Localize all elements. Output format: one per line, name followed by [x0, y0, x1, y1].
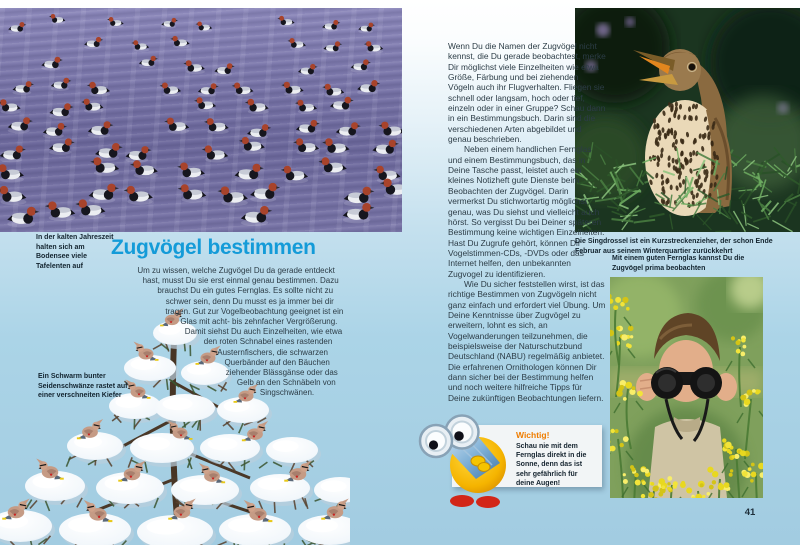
boy-binoculars-photo — [610, 277, 763, 498]
duck-flock-illustration — [0, 8, 402, 232]
right-text-column — [448, 41, 606, 403]
mascot-foot — [476, 496, 500, 508]
duck-photo-caption: In der kalten Jahreszeit halten sich am Bodensee viele Tafelenten auf — [36, 234, 114, 270]
mascot-lens-left — [420, 425, 452, 457]
paragraph-2: Neben einem handlichen Fernglas und einem Bestimmungsbuch, das in Deine Tasche passt, leistet auch ein kleines Notizheft gute Dienste beim Beobachten der Zugvögel. Darin vermerkst Du stichwortartig möglichst genau, was Du siehst und vielleicht auch hörst. So vergisst Du bei Deiner späteren Bestimmung keine wichtigen Einzelheiten. Hast Du Zugrufe gehört, können Dir Vogelstimmen-CDs, -DVDs oder das Internet helfen, den unbekannten Zugvogel zu identifizieren. — [448, 144, 605, 279]
thrush-photo-caption: Die Singdrossel ist ein Kurzstreckenzieher, der schon Ende Februar aus seinem Winterquartier zurückkehrt — [575, 238, 773, 255]
important-note-title: Wichtig! — [516, 430, 550, 440]
pochard-ducks-photo — [0, 8, 402, 232]
paragraph-3: Wie Du sicher feststellen wirst, ist das richtige Bestimmen von Zugvögeln nicht ganz einfach und erfordert viel Übung. Um Deine Kenntnisse über Zugvögel zu erweitern, lohnt es sich, an Vogelwanderungen teilzunehmen, die beispielsweise der Naturschutzbund Deutschland (NABU) regelmäßig anbietet. Die erfahrenen Ornithologen können Dir dann sicher bei der Bestimmung helfen und noch weitere hilfreiche Tipps für Deine zukünftigen Beobachtungen liefern. — [448, 278, 606, 403]
intro-paragraph-block — [112, 266, 344, 399]
boy-binoculars-illustration — [610, 277, 763, 498]
tree-photo-caption: Ein Schwarm bunter Seidenschwänze rastet auf einer verschneiten Kiefer — [38, 373, 128, 400]
page-number: 41 — [744, 507, 756, 518]
page-title: Zugvögel bestimmen — [111, 236, 316, 259]
paragraph-1: Wenn Du die Namen der Zugvögel nicht kennst, die Du gerade beobachtest, merke Dir möglichst viele Einzelheiten wie etwa Größe, Färbung und bei ziehenden Vögeln auch ihr Flugverhalten. Fliegen sie schnell oder langsam, hoch oder tief, einzeln oder in einer Gruppe? Schau dann in ein Bestimmungsbuch. Darin sind die verschiedenen Arten abgebildet und genau beschrieben. — [448, 41, 606, 145]
mascot-foot — [450, 495, 474, 507]
song-thrush-illustration — [575, 8, 800, 232]
binoculars-photo-caption: Mit einem guten Fernglas kannst Du die Zugvögel prima beobachten — [612, 255, 745, 272]
intro-paragraph: Um zu wissen, welche Zugvögel Du da gerade entdeckt hast, musst Du sie erst einmal genau bestimmen. Dazu brauchst Du ein gutes Fernglas. Es sollte nicht zu schwer sein, denn Du musst es ja immer bei dir tragen. Gut zur Vogelbeobachtung geeignet ist ein Glas mit acht- bis zehnfacher Vergrößerung. Damit siehst Du auch Einzelheiten, wie etwa den roten Schnabel eines rastenden Austernfischers, die schwarzen Querbänder auf den Bäuchen ziehender Blässgänse oder das Gelb an den Schnäbeln von Singschwänen. — [137, 266, 344, 398]
important-note-text: Schau nie mit dem Fernglas direkt in die Sonne, denn das ist sehr gefährlich für deine Augen! — [516, 443, 587, 487]
song-thrush-photo — [575, 8, 800, 232]
binoculars-mascot-illustration — [418, 407, 526, 509]
mascot-hand — [478, 463, 490, 472]
